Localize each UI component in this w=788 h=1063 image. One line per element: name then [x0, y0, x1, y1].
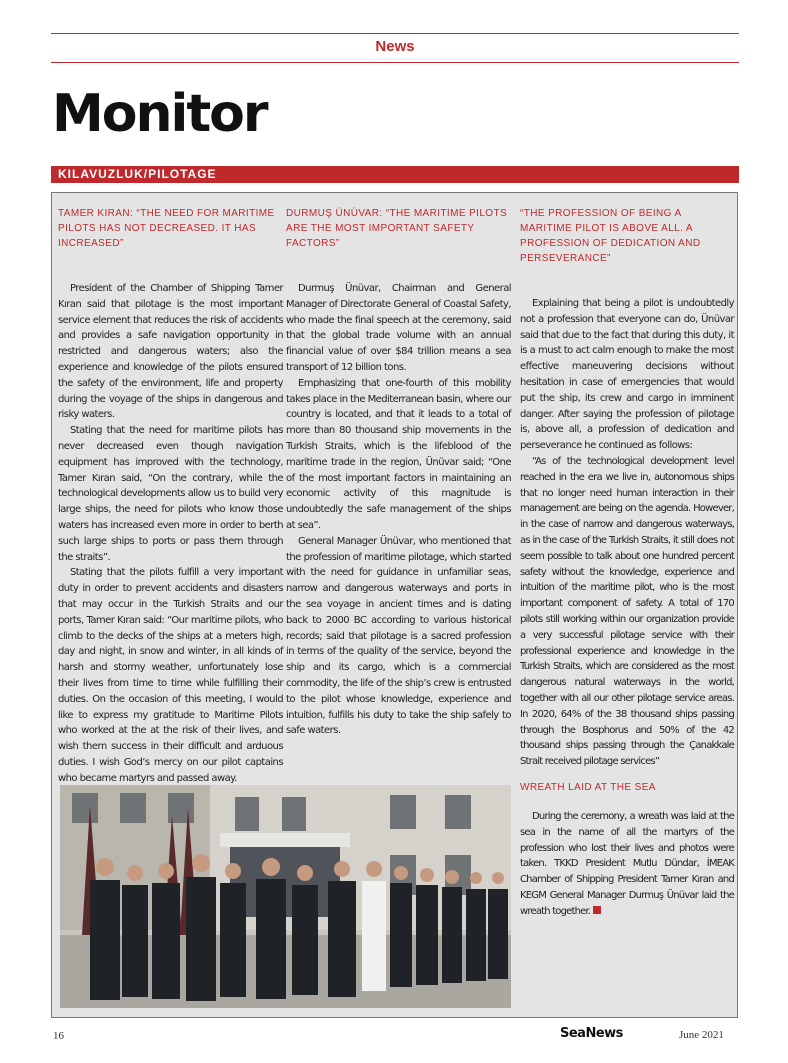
article-paragraph: Stating that the pilots fulfill a very important duty in order to prevent accidents and disasters that may occur in the Turkish Straits and our ports, Tamer Kıran said: “Our maritime pilots, who climb to the decks of the ships at a meters high, day and night, in snow and winter, in all kinds of harsh and stormy weather, unfortunately lose their lives from time to time while fulfilling their duties. On the occasion of this meeting, I would like to express my gratitude to Maritime Pilots who worked at the at the risk of their lives, and wish them success in their difficult and arduous duties. I wish God’s mercy on our pilot captains who became martyrs and passed away.	[58, 567, 283, 784]
column-heading: DURMUŞ ÜNÜVAR: “THE MARITIME PILOTS ARE THE MOST IMPORTANT SAFETY FACTORS”	[286, 208, 508, 249]
wreath-text: During the ceremony, a wreath was laid at the sea in the name of all the martyrs of the profession who lost their lives and photos were taken. TKKD President Mutlu Dündar, İMEAK Chamber of Shipping President Tamer Kıran and KEGM General Manager Durmuş Ünüvar laid the wreath together.	[520, 810, 734, 917]
article-column-1	[58, 206, 283, 787]
article-column-2	[286, 206, 511, 739]
article-paragraph: General Manager Ünüvar, who mentioned that the profession of maritime pilotage, which started with the need for guidance in unfamiliar seas, narrow and dangerous waterways and ports in the sea voyage in ancient times and is dating back to 2000 BC according to various historical records; said that pilotage is a sacred profession in terms of the quality of the service, beyond the ship and its cargo, which is a commercial commodity, the life of the ship’s crew is entrusted to the pilot whose knowledge, experience and intuition, fulfills his duty to take the ship safely to safe waters.	[286, 535, 511, 737]
column-heading: TAMER KIRAN: “THE NEED FOR MARITIME PILOTS HAS NOT DECREASED. IT HAS INCREASED”	[58, 208, 275, 249]
article-paragraph: Explaining that being a pilot is undoubtedly not a profession that everyone can do, Ünüvar said that due to the fact that during this duty, it is a must to act calm enough to make the most effective maneuvering decisions without hesitation in case of emergencies that would put the ship, its crew and cargo in imminent danger. After saying the profession of pilotage is, above all, a profession of dedication and perseverance he continued as follows:	[520, 298, 734, 452]
wreath-heading: WREATH LAID AT THE SEA	[520, 781, 656, 793]
footer-date: June 2021	[679, 1029, 724, 1041]
article-paragraph: Durmuş Ünüvar, Chairman and General Manager of Directorate General of Coastal Safety, who made the final speech at the ceremony, said that the global trade volume with an annual financial value of over $84 trillion means a sea transport of 12 billion tons.	[286, 283, 511, 373]
header-rule	[51, 62, 739, 63]
masthead-title: Monitor	[52, 84, 267, 144]
article-paragraph: Emphasizing that one-fourth of this mobility takes place in the Mediterranean basin, where our country is located, and that it leads to a total of more than 80 thousand ship movements in the Turkish Straits, which is the lifeblood of the maritime trade in the region, Ünüvar said; “One of the most important factors in maintaining an economic activity of this magnitude is undoubtedly the safe management of the ships at sea”.	[286, 377, 511, 531]
article-paragraph: President of the Chamber of Shipping Tamer Kıran said that pilotage is the most important service element that reduces the risk of accidents and provides a safe navigation opportunity in restricted and dangerous waters; also the experience and knowledge of the pilots ensured the safety of the environment, life and property during the voyage of the ships in dangerous and risky waters.	[58, 283, 283, 421]
page-number: 16	[53, 1030, 64, 1042]
ceremony-photo	[60, 785, 511, 1008]
article-paragraph: “As of the technological development level reached in the era we live in, autonomous ships that no longer need human interaction in their management are being on the agenda. However, in the case of narrow and dangerous waterways, as in the case of the Turkish Straits, it still does not seem possible to talk about one hundred percent safety without the knowledge, experience and intuition of the maritime pilot, who is the most important component of safety. A total of 170 pilots still working within our organization provide a very successful pilotage service with their professional experience and knowledge in the Turkish Straits, which are considered as the most dangerous natural waterways in the world, together with all our other pilotage service areas. In 2020, 64% of the 38 thousand ships passing through the Bosphorus and 50% of the 42 thousand ships passing through the Çanakkale Strait received pilotage services”	[520, 455, 734, 768]
column-heading: “THE PROFESSION OF BEING A MARITIME PILOT IS ABOVE ALL. A PROFESSION OF DEDICATION AND PERSEVERANCE”	[520, 208, 701, 264]
footer-brand: SeaNews	[560, 1026, 623, 1041]
end-mark	[593, 906, 601, 914]
top-rule	[51, 33, 739, 34]
section-label: News	[375, 38, 415, 55]
wreath-paragraph	[520, 809, 734, 920]
category-bar	[51, 166, 739, 183]
article-column-3	[520, 206, 734, 919]
category-label: KILAVUZLUK/PILOTAGE	[58, 167, 217, 181]
article-paragraph: Stating that the need for maritime pilots has never decreased even though navigation equipment has improved with the technology, Tamer Kıran said, “On the contrary, while the technological developments allow us to build very large ships, the need for pilots who know those waters has increased even more in order to berth such large ships to ports or pass them through the straits”.	[58, 425, 283, 563]
